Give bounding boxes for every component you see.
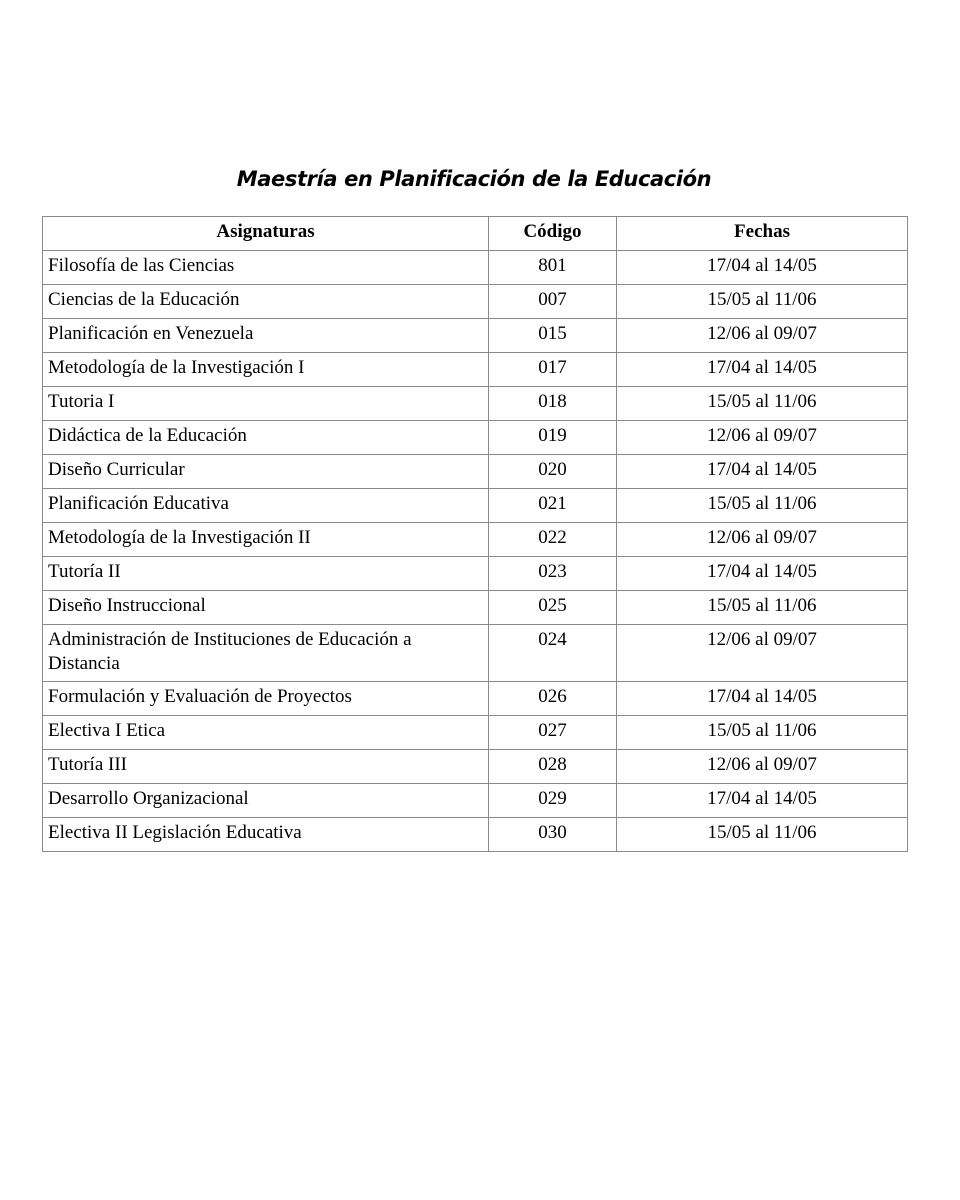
cell-dates: 17/04 al 14/05 bbox=[617, 251, 908, 285]
cell-code: 007 bbox=[489, 285, 617, 319]
cell-subject: Administración de Instituciones de Educación a Distancia bbox=[43, 625, 489, 682]
cell-dates: 12/06 al 09/07 bbox=[617, 523, 908, 557]
table-row bbox=[43, 319, 908, 353]
cell-subject: Metodología de la Investigación II bbox=[43, 523, 489, 557]
table-row bbox=[43, 421, 908, 455]
table-row bbox=[43, 285, 908, 319]
cell-code: 027 bbox=[489, 716, 617, 750]
table-row bbox=[43, 682, 908, 716]
table-row bbox=[43, 489, 908, 523]
cell-dates: 17/04 al 14/05 bbox=[617, 455, 908, 489]
cell-dates: 15/05 al 11/06 bbox=[617, 716, 908, 750]
cell-subject: Diseño Curricular bbox=[43, 455, 489, 489]
table-row bbox=[43, 625, 908, 682]
table-row bbox=[43, 557, 908, 591]
cell-subject: Didáctica de la Educación bbox=[43, 421, 489, 455]
cell-code: 020 bbox=[489, 455, 617, 489]
cell-code: 025 bbox=[489, 591, 617, 625]
cell-dates: 15/05 al 11/06 bbox=[617, 387, 908, 421]
cell-subject: Diseño Instruccional bbox=[43, 591, 489, 625]
cell-dates: 15/05 al 11/06 bbox=[617, 591, 908, 625]
cell-code: 023 bbox=[489, 557, 617, 591]
cell-dates: 12/06 al 09/07 bbox=[617, 319, 908, 353]
cell-code: 801 bbox=[489, 251, 617, 285]
cell-dates: 12/06 al 09/07 bbox=[617, 625, 908, 682]
cell-code: 021 bbox=[489, 489, 617, 523]
cell-code: 017 bbox=[489, 353, 617, 387]
table-row bbox=[43, 818, 908, 852]
column-header-dates: Fechas bbox=[617, 217, 908, 251]
table-row bbox=[43, 716, 908, 750]
cell-subject: Planificación Educativa bbox=[43, 489, 489, 523]
cell-code: 022 bbox=[489, 523, 617, 557]
table-row bbox=[43, 784, 908, 818]
cell-code: 029 bbox=[489, 784, 617, 818]
cell-dates: 15/05 al 11/06 bbox=[617, 489, 908, 523]
cell-subject: Electiva I Etica bbox=[43, 716, 489, 750]
table-body bbox=[43, 251, 908, 852]
table-header-row bbox=[43, 217, 908, 251]
cell-dates: 12/06 al 09/07 bbox=[617, 750, 908, 784]
cell-dates: 17/04 al 14/05 bbox=[617, 353, 908, 387]
cell-code: 019 bbox=[489, 421, 617, 455]
table-row bbox=[43, 750, 908, 784]
page-title: Maestría en Planificación de la Educación bbox=[236, 167, 712, 191]
table-row bbox=[43, 455, 908, 489]
cell-code: 030 bbox=[489, 818, 617, 852]
cell-subject: Formulación y Evaluación de Proyectos bbox=[43, 682, 489, 716]
cell-code: 018 bbox=[489, 387, 617, 421]
table-row bbox=[43, 353, 908, 387]
cell-dates: 15/05 al 11/06 bbox=[617, 285, 908, 319]
cell-subject: Electiva II Legislación Educativa bbox=[43, 818, 489, 852]
table-row bbox=[43, 523, 908, 557]
cell-subject: Ciencias de la Educación bbox=[43, 285, 489, 319]
cell-code: 024 bbox=[489, 625, 617, 682]
cell-code: 026 bbox=[489, 682, 617, 716]
cell-subject: Desarrollo Organizacional bbox=[43, 784, 489, 818]
column-header-subject: Asignaturas bbox=[43, 217, 489, 251]
cell-code: 028 bbox=[489, 750, 617, 784]
cell-dates: 17/04 al 14/05 bbox=[617, 682, 908, 716]
cell-subject: Tutoría II bbox=[43, 557, 489, 591]
cell-code: 015 bbox=[489, 319, 617, 353]
table-row bbox=[43, 591, 908, 625]
cell-dates: 17/04 al 14/05 bbox=[617, 784, 908, 818]
cell-subject: Planificación en Venezuela bbox=[43, 319, 489, 353]
cell-subject: Metodología de la Investigación I bbox=[43, 353, 489, 387]
cell-dates: 12/06 al 09/07 bbox=[617, 421, 908, 455]
cell-subject: Tutoria I bbox=[43, 387, 489, 421]
courses-table bbox=[42, 216, 908, 852]
cell-subject: Filosofía de las Ciencias bbox=[43, 251, 489, 285]
cell-dates: 17/04 al 14/05 bbox=[617, 557, 908, 591]
cell-dates: 15/05 al 11/06 bbox=[617, 818, 908, 852]
column-header-code: Código bbox=[489, 217, 617, 251]
table-row bbox=[43, 387, 908, 421]
table-row bbox=[43, 251, 908, 285]
cell-subject: Tutoría III bbox=[43, 750, 489, 784]
